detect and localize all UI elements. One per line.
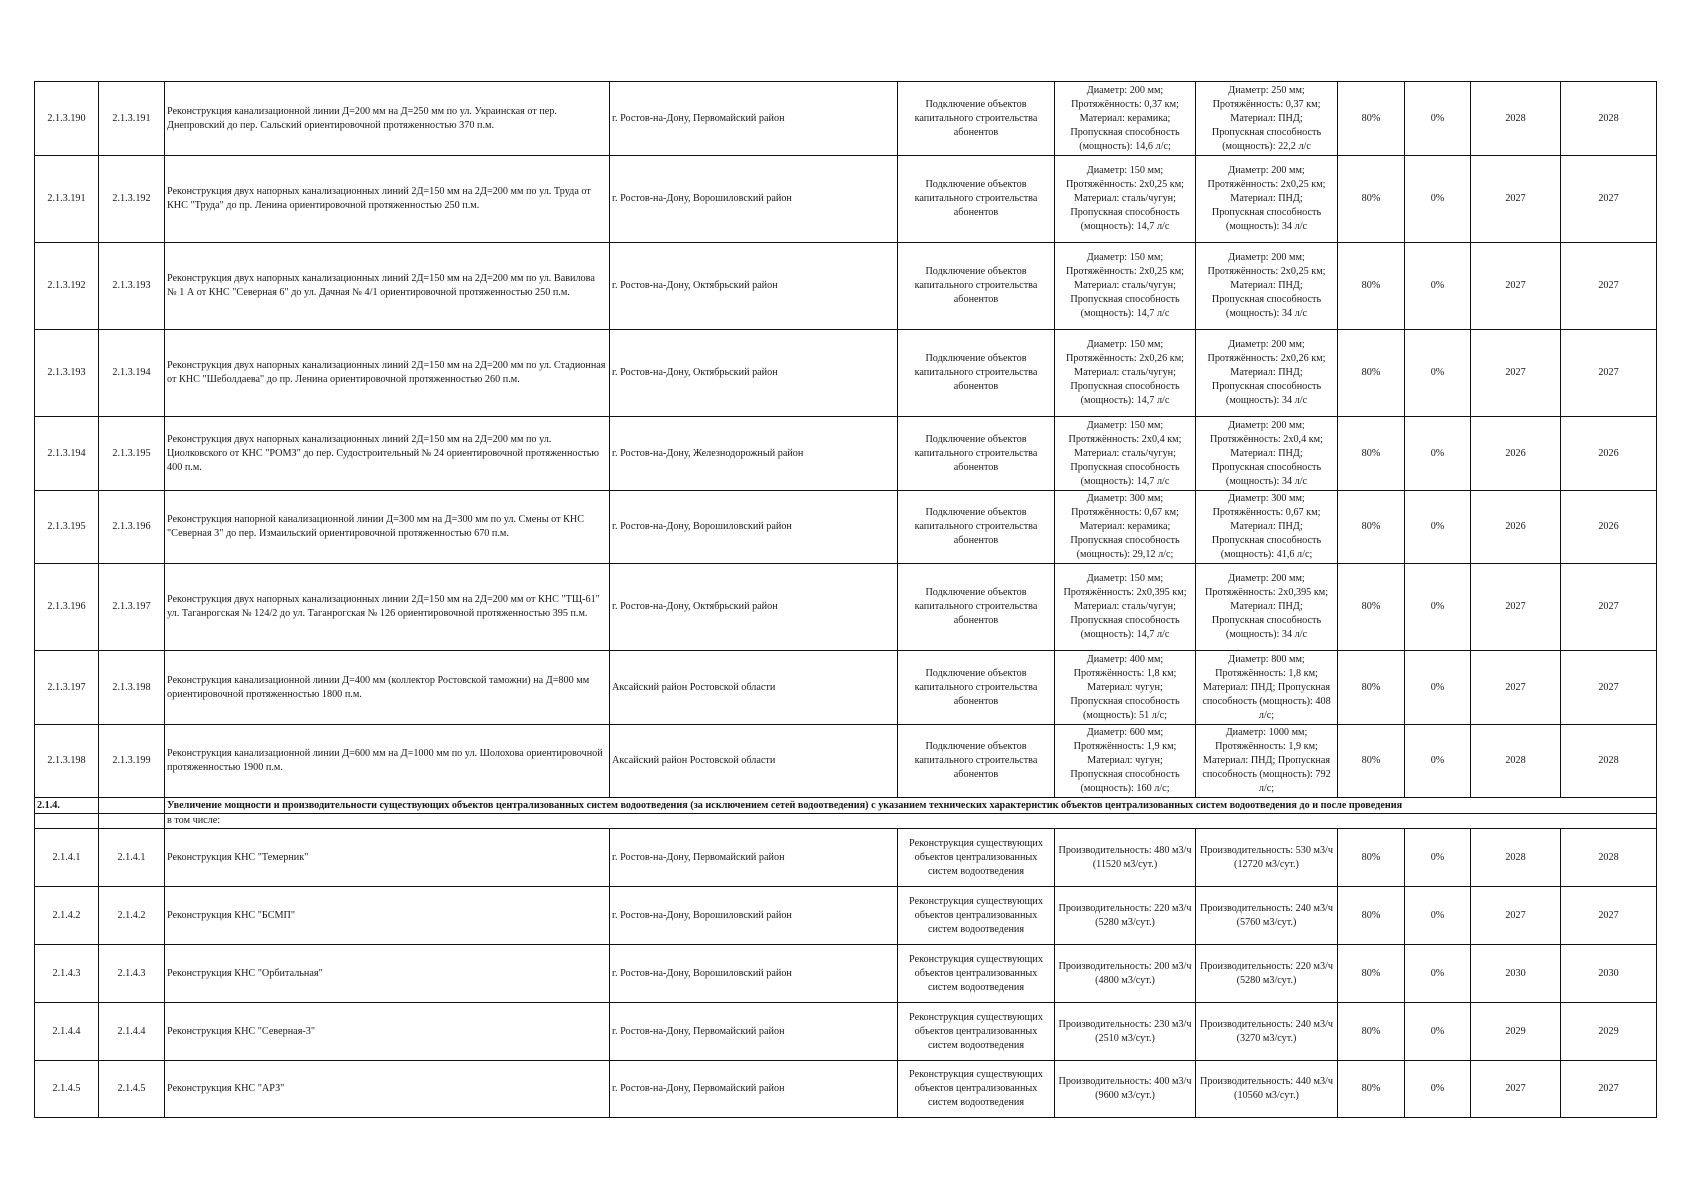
row-year-start: 2027 (1471, 651, 1561, 725)
row-before-specs: Диаметр: 300 мм; Протяжённость: 0,67 км; Материал: керамика; Пропускная способность (мощность): 29,12 л/с; (1055, 491, 1196, 564)
row-location: г. Ростов-на-Дону, Октябрьский район (610, 243, 898, 330)
row-description: Реконструкция КНС "Северная-3" (165, 1003, 610, 1061)
row-wear-after: 0% (1405, 945, 1471, 1003)
row-wear-before: 80% (1338, 887, 1405, 945)
row-location: г. Ростов-на-Дону, Первомайский район (610, 1061, 898, 1118)
row-year-end: 2027 (1561, 887, 1657, 945)
section-subtitle: в том числе: (165, 814, 1657, 829)
section-row (35, 798, 1657, 814)
row-description: Реконструкция канализационной линии Д=400 мм (коллектор Ростовской таможни) на Д=800 мм ориентировочной протяженностью 1800 п.м. (165, 651, 610, 725)
row-year-start: 2029 (1471, 1003, 1561, 1061)
row-wear-before: 80% (1338, 156, 1405, 243)
row-after-specs: Производительность: 240 м3/ч (5760 м3/сут.) (1196, 887, 1338, 945)
investment-table (34, 81, 1657, 1118)
row-purpose: Подключение объектов капитального строительства абонентов (898, 243, 1055, 330)
row-code: 2.1.4.1 (99, 829, 165, 887)
row-purpose: Реконструкция существующих объектов централизованных систем водоотведения (898, 829, 1055, 887)
row-description: Реконструкция двух напорных канализационных линий 2Д=150 мм на 2Д=200 мм по ул. Стадионная от КНС "Шеболдаева" до пр. Ленина ориентировочной протяженностью 260 п.м. (165, 330, 610, 417)
row-before-specs: Производительность: 400 м3/ч (9600 м3/сут.) (1055, 1061, 1196, 1118)
row-location: г. Ростов-на-Дону, Первомайский район (610, 829, 898, 887)
row-after-specs: Диаметр: 800 мм; Протяжённость: 1,8 км; Материал: ПНД; Пропускная способность (мощность): 408 л/с; (1196, 651, 1338, 725)
row-year-start: 2027 (1471, 156, 1561, 243)
row-year-end: 2028 (1561, 82, 1657, 156)
table-row (35, 725, 1657, 798)
row-before-specs: Диаметр: 200 мм; Протяжённость: 0,37 км; Материал: керамика; Пропускная способность (мощность): 14,6 л/с; (1055, 82, 1196, 156)
row-year-end: 2027 (1561, 564, 1657, 651)
row-wear-after: 0% (1405, 887, 1471, 945)
row-wear-after: 0% (1405, 725, 1471, 798)
row-location: г. Ростов-на-Дону, Первомайский район (610, 1003, 898, 1061)
section-empty-cell (99, 814, 165, 829)
row-wear-after: 0% (1405, 564, 1471, 651)
row-before-specs: Диаметр: 150 мм; Протяжённость: 2х0,395 км; Материал: сталь/чугун; Пропускная способность (мощность): 14,7 л/с (1055, 564, 1196, 651)
row-location: г. Ростов-на-Дону, Первомайский район (610, 82, 898, 156)
section-empty-cell (35, 814, 99, 829)
row-wear-after: 0% (1405, 330, 1471, 417)
row-code: 2.1.4.2 (99, 887, 165, 945)
section-number: 2.1.4. (35, 798, 99, 814)
row-year-start: 2028 (1471, 82, 1561, 156)
row-wear-after: 0% (1405, 829, 1471, 887)
row-year-start: 2027 (1471, 564, 1561, 651)
row-number: 2.1.3.191 (35, 156, 99, 243)
row-year-end: 2028 (1561, 725, 1657, 798)
row-before-specs: Производительность: 230 м3/ч (2510 м3/сут.) (1055, 1003, 1196, 1061)
row-location: г. Ростов-на-Дону, Ворошиловский район (610, 945, 898, 1003)
row-number: 2.1.4.5 (35, 1061, 99, 1118)
row-after-specs: Производительность: 220 м3/ч (5280 м3/сут.) (1196, 945, 1338, 1003)
row-year-end: 2026 (1561, 491, 1657, 564)
row-before-specs: Диаметр: 150 мм; Протяжённость: 2х0,4 км; Материал: сталь/чугун; Пропускная способность (мощность): 14,7 л/с (1055, 417, 1196, 491)
row-year-end: 2027 (1561, 243, 1657, 330)
row-wear-before: 80% (1338, 491, 1405, 564)
row-location: г. Ростов-на-Дону, Ворошиловский район (610, 887, 898, 945)
row-number: 2.1.3.194 (35, 417, 99, 491)
row-code: 2.1.3.199 (99, 725, 165, 798)
row-number: 2.1.3.197 (35, 651, 99, 725)
row-number: 2.1.3.193 (35, 330, 99, 417)
row-purpose: Реконструкция существующих объектов централизованных систем водоотведения (898, 1003, 1055, 1061)
row-before-specs: Диаметр: 150 мм; Протяжённость: 2х0,25 км; Материал: сталь/чугун; Пропускная способность (мощность): 14,7 л/с (1055, 243, 1196, 330)
row-year-start: 2030 (1471, 945, 1561, 1003)
row-before-specs: Производительность: 480 м3/ч (11520 м3/сут.) (1055, 829, 1196, 887)
table-row (35, 417, 1657, 491)
row-code: 2.1.3.192 (99, 156, 165, 243)
row-wear-before: 80% (1338, 1061, 1405, 1118)
row-purpose: Подключение объектов капитального строительства абонентов (898, 82, 1055, 156)
row-code: 2.1.4.3 (99, 945, 165, 1003)
row-wear-before: 80% (1338, 82, 1405, 156)
row-location: Аксайский район Ростовской области (610, 725, 898, 798)
row-after-specs: Диаметр: 200 мм; Протяжённость: 2х0,395 км; Материал: ПНД; Пропускная способность (мощность): 34 л/с (1196, 564, 1338, 651)
row-after-specs: Производительность: 530 м3/ч (12720 м3/сут.) (1196, 829, 1338, 887)
table-row (35, 330, 1657, 417)
row-location: г. Ростов-на-Дону, Железнодорожный район (610, 417, 898, 491)
table-row (35, 887, 1657, 945)
section-subtitle-row (35, 814, 1657, 829)
row-after-specs: Производительность: 240 м3/ч (3270 м3/сут.) (1196, 1003, 1338, 1061)
row-description: Реконструкция канализационной линии Д=600 мм на Д=1000 мм по ул. Шолохова ориентировочной протяженностью 1900 п.м. (165, 725, 610, 798)
row-purpose: Подключение объектов капитального строительства абонентов (898, 491, 1055, 564)
row-wear-after: 0% (1405, 243, 1471, 330)
table-row (35, 82, 1657, 156)
row-number: 2.1.4.4 (35, 1003, 99, 1061)
table-row (35, 1061, 1657, 1118)
row-purpose: Подключение объектов капитального строительства абонентов (898, 651, 1055, 725)
row-number: 2.1.4.2 (35, 887, 99, 945)
row-number: 2.1.4.1 (35, 829, 99, 887)
row-after-specs: Диаметр: 1000 мм; Протяжённость: 1,9 км; Материал: ПНД; Пропускная способность (мощность): 792 л/с; (1196, 725, 1338, 798)
row-description: Реконструкция двух напорных канализационных линий 2Д=150 мм на 2Д=200 мм по ул. Циолковского от КНС "РОМЗ" до пер. Судостроительный № 24 ориентировочной протяженностью 400 п.м. (165, 417, 610, 491)
row-code: 2.1.3.197 (99, 564, 165, 651)
row-code: 2.1.4.5 (99, 1061, 165, 1118)
row-code: 2.1.3.195 (99, 417, 165, 491)
row-wear-before: 80% (1338, 829, 1405, 887)
row-year-end: 2027 (1561, 1061, 1657, 1118)
row-year-start: 2027 (1471, 330, 1561, 417)
row-year-start: 2028 (1471, 725, 1561, 798)
table-row (35, 651, 1657, 725)
row-description: Реконструкция КНС "Темерник" (165, 829, 610, 887)
row-after-specs: Диаметр: 200 мм; Протяжённость: 2х0,26 км; Материал: ПНД; Пропускная способность (мощность): 34 л/с (1196, 330, 1338, 417)
row-year-start: 2026 (1471, 491, 1561, 564)
row-code: 2.1.3.193 (99, 243, 165, 330)
row-location: г. Ростов-на-Дону, Ворошиловский район (610, 491, 898, 564)
row-before-specs: Производительность: 200 м3/ч (4800 м3/сут.) (1055, 945, 1196, 1003)
row-year-start: 2027 (1471, 243, 1561, 330)
row-before-specs: Диаметр: 400 мм; Протяжённость: 1,8 км; Материал: чугун; Пропускная способность (мощность): 51 л/с; (1055, 651, 1196, 725)
table-row (35, 156, 1657, 243)
row-year-end: 2027 (1561, 156, 1657, 243)
row-number: 2.1.3.190 (35, 82, 99, 156)
row-purpose: Реконструкция существующих объектов централизованных систем водоотведения (898, 887, 1055, 945)
row-year-start: 2028 (1471, 829, 1561, 887)
section-title: Увеличение мощности и производительности существующих объектов централизованных систем водоотведения (за исключением сетей водоотведения) с указанием технических характеристик объектов централизованных систем водоотведения до и после проведения (165, 798, 1657, 814)
row-purpose: Реконструкция существующих объектов централизованных систем водоотведения (898, 945, 1055, 1003)
row-number: 2.1.3.196 (35, 564, 99, 651)
row-code: 2.1.3.198 (99, 651, 165, 725)
row-location: г. Ростов-на-Дону, Ворошиловский район (610, 156, 898, 243)
row-year-start: 2027 (1471, 1061, 1561, 1118)
row-before-specs: Диаметр: 150 мм; Протяжённость: 2х0,26 км; Материал: сталь/чугун; Пропускная способность (мощность): 14,7 л/с (1055, 330, 1196, 417)
row-wear-before: 80% (1338, 725, 1405, 798)
row-wear-before: 80% (1338, 417, 1405, 491)
table-row (35, 564, 1657, 651)
row-description: Реконструкция КНС "АРЗ" (165, 1061, 610, 1118)
row-code: 2.1.4.4 (99, 1003, 165, 1061)
table-row (35, 945, 1657, 1003)
row-description: Реконструкция двух напорных канализационных линий 2Д=150 мм на 2Д=200 мм по ул. Вавилова № 1 А от КНС "Северная 6" до ул. Дачная № 4/1 ориентировочной протяженностью 250 п.м. (165, 243, 610, 330)
row-number: 2.1.3.198 (35, 725, 99, 798)
row-before-specs: Производительность: 220 м3/ч (5280 м3/сут.) (1055, 887, 1196, 945)
row-before-specs: Диаметр: 600 мм; Протяжённость: 1,9 км; Материал: чугун; Пропускная способность (мощность): 160 л/с; (1055, 725, 1196, 798)
row-code: 2.1.3.191 (99, 82, 165, 156)
row-purpose: Подключение объектов капитального строительства абонентов (898, 417, 1055, 491)
row-wear-before: 80% (1338, 564, 1405, 651)
row-number: 2.1.3.195 (35, 491, 99, 564)
row-after-specs: Диаметр: 200 мм; Протяжённость: 2х0,4 км; Материал: ПНД; Пропускная способность (мощность): 34 л/с (1196, 417, 1338, 491)
row-wear-after: 0% (1405, 82, 1471, 156)
table-row (35, 491, 1657, 564)
row-number: 2.1.3.192 (35, 243, 99, 330)
row-purpose: Подключение объектов капитального строительства абонентов (898, 725, 1055, 798)
row-purpose: Реконструкция существующих объектов централизованных систем водоотведения (898, 1061, 1055, 1118)
row-wear-after: 0% (1405, 417, 1471, 491)
row-location: Аксайский район Ростовской области (610, 651, 898, 725)
row-after-specs: Диаметр: 300 мм; Протяжённость: 0,67 км; Материал: ПНД; Пропускная способность (мощность): 41,6 л/с; (1196, 491, 1338, 564)
row-year-start: 2027 (1471, 887, 1561, 945)
row-location: г. Ростов-на-Дону, Октябрьский район (610, 330, 898, 417)
table-row (35, 829, 1657, 887)
row-wear-after: 0% (1405, 491, 1471, 564)
row-wear-before: 80% (1338, 330, 1405, 417)
section-empty-cell (99, 798, 165, 814)
row-year-end: 2027 (1561, 651, 1657, 725)
row-location: г. Ростов-на-Дону, Октябрьский район (610, 564, 898, 651)
row-purpose: Подключение объектов капитального строительства абонентов (898, 156, 1055, 243)
row-wear-before: 80% (1338, 945, 1405, 1003)
row-wear-before: 80% (1338, 651, 1405, 725)
row-wear-after: 0% (1405, 156, 1471, 243)
table-row (35, 243, 1657, 330)
row-description: Реконструкция КНС "Орбитальная" (165, 945, 610, 1003)
row-description: Реконструкция двух напорных канализационных линий 2Д=150 мм на 2Д=200 мм по ул. Труда от КНС "Труда" до пр. Ленина ориентировочной протяженностью 250 п.м. (165, 156, 610, 243)
row-number: 2.1.4.3 (35, 945, 99, 1003)
row-purpose: Подключение объектов капитального строительства абонентов (898, 330, 1055, 417)
row-code: 2.1.3.196 (99, 491, 165, 564)
row-wear-before: 80% (1338, 243, 1405, 330)
row-year-start: 2026 (1471, 417, 1561, 491)
table-row (35, 1003, 1657, 1061)
row-after-specs: Производительность: 440 м3/ч (10560 м3/сут.) (1196, 1061, 1338, 1118)
row-after-specs: Диаметр: 250 мм; Протяжённость: 0,37 км; Материал: ПНД; Пропускная способность (мощность): 22,2 л/с (1196, 82, 1338, 156)
row-year-end: 2026 (1561, 417, 1657, 491)
row-wear-after: 0% (1405, 651, 1471, 725)
row-wear-after: 0% (1405, 1061, 1471, 1118)
row-year-end: 2030 (1561, 945, 1657, 1003)
row-description: Реконструкция канализационной линии Д=200 мм на Д=250 мм по ул. Украинская от пер. Днепровский до пер. Сальский ориентировочной протяженностью 370 п.м. (165, 82, 610, 156)
row-year-end: 2029 (1561, 1003, 1657, 1061)
row-description: Реконструкция напорной канализационной линии Д=300 мм на Д=300 мм по ул. Смены от КНС "Северная 3" до пер. Измаильский ориентировочной протяженностью 670 п.м. (165, 491, 610, 564)
row-before-specs: Диаметр: 150 мм; Протяжённость: 2х0,25 км; Материал: сталь/чугун; Пропускная способность (мощность): 14,7 л/с (1055, 156, 1196, 243)
row-code: 2.1.3.194 (99, 330, 165, 417)
row-after-specs: Диаметр: 200 мм; Протяжённость: 2х0,25 км; Материал: ПНД; Пропускная способность (мощность): 34 л/с (1196, 243, 1338, 330)
row-purpose: Подключение объектов капитального строительства абонентов (898, 564, 1055, 651)
row-year-end: 2027 (1561, 330, 1657, 417)
row-year-end: 2028 (1561, 829, 1657, 887)
row-description: Реконструкция КНС "БСМП" (165, 887, 610, 945)
row-wear-before: 80% (1338, 1003, 1405, 1061)
row-description: Реконструкция двух напорных канализационных линии 2Д=150 мм на 2Д=200 мм от КНС "ТЩ-61" ул. Таганрогская № 124/2 до ул. Таганрогская № 126 ориентировочной протяженностью 395 п.м. (165, 564, 610, 651)
row-after-specs: Диаметр: 200 мм; Протяжённость: 2х0,25 км; Материал: ПНД; Пропускная способность (мощность): 34 л/с (1196, 156, 1338, 243)
row-wear-after: 0% (1405, 1003, 1471, 1061)
